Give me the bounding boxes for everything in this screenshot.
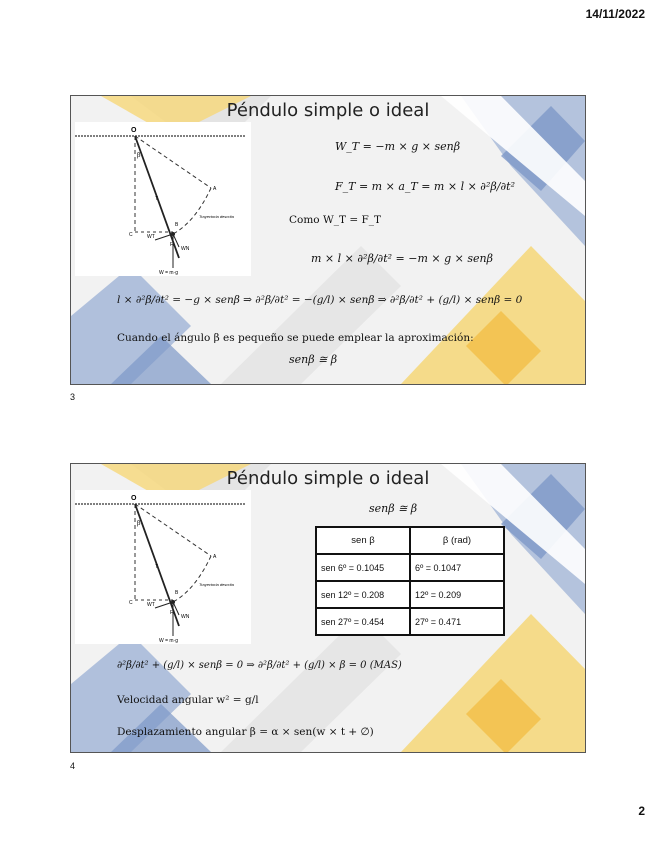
equation-wt: W_T = −m × g × senβ bbox=[335, 140, 461, 153]
table-row bbox=[316, 554, 504, 581]
comparison-table bbox=[315, 526, 505, 636]
table-cell: sen 27º = 0.454 bbox=[316, 608, 410, 635]
slide-4 bbox=[70, 463, 586, 753]
angular-velocity-text: Velocidad angular w² = g/l bbox=[117, 694, 259, 706]
svg-text:Trayectoria descrita: Trayectoria descrita bbox=[199, 582, 234, 587]
equation-chain: l × ∂²β/∂t² = −g × senβ ⇒ ∂²β/∂t² = −(g/l) × senβ ⇒ ∂²β/∂t² + (g/l) × senβ = 0 bbox=[117, 294, 523, 306]
approximation-text: Cuando el ángulo β es pequeño se puede emplear la aproximación: bbox=[117, 332, 474, 344]
table-cell: sen 6º = 0.1045 bbox=[316, 554, 410, 581]
table-cell: sen 12º = 0.208 bbox=[316, 581, 410, 608]
svg-text:β: β bbox=[137, 152, 141, 159]
table-row bbox=[316, 581, 504, 608]
table-cell: 6º = 0.1047 bbox=[410, 554, 504, 581]
slide-number: 3 bbox=[70, 392, 76, 402]
table-cell: 27º = 0.471 bbox=[410, 608, 504, 635]
svg-text:W = m·g: W = m·g bbox=[159, 270, 179, 276]
svg-text:Trayectoria descrita: Trayectoria descrita bbox=[199, 214, 234, 219]
table-header: β (rad) bbox=[410, 527, 504, 554]
page-number: 2 bbox=[638, 804, 645, 818]
svg-text:WN: WN bbox=[181, 246, 190, 252]
equation-mas: ∂²β/∂t² + (g/l) × senβ = 0 ⇒ ∂²β/∂t² + (g/l) × β = 0 (MAS) bbox=[117, 660, 402, 671]
slide-title: Péndulo simple o ideal bbox=[226, 100, 430, 121]
table-header-row bbox=[316, 527, 504, 554]
slide-title: Péndulo simple o ideal bbox=[226, 468, 430, 489]
svg-text:B: B bbox=[175, 222, 179, 228]
svg-text:C: C bbox=[129, 600, 133, 606]
svg-text:W = m·g: W = m·g bbox=[159, 638, 179, 644]
svg-text:F: F bbox=[170, 242, 174, 248]
svg-text:T: T bbox=[155, 196, 159, 202]
svg-text:A: A bbox=[213, 554, 217, 560]
table-cell: 12º = 0.209 bbox=[410, 581, 504, 608]
svg-text:WT: WT bbox=[147, 602, 155, 608]
approximation-eq: senβ ≅ β bbox=[289, 353, 338, 366]
svg-text:WN: WN bbox=[181, 614, 190, 620]
equation-balance: m × l × ∂²β/∂t² = −m × g × senβ bbox=[311, 252, 493, 265]
header-date: 14/11/2022 bbox=[585, 7, 645, 21]
svg-text:WT: WT bbox=[147, 234, 155, 240]
svg-text:C: C bbox=[129, 232, 133, 238]
slide-number: 4 bbox=[70, 761, 76, 771]
table-header: sen β bbox=[316, 527, 410, 554]
origin-label: O bbox=[131, 127, 137, 134]
svg-text:O: O bbox=[131, 495, 137, 502]
como-text: Como W_T = F_T bbox=[289, 214, 382, 226]
table-row bbox=[316, 608, 504, 635]
svg-text:F: F bbox=[170, 610, 174, 616]
approximation-eq: senβ ≅ β bbox=[369, 502, 418, 515]
svg-text:β: β bbox=[137, 520, 141, 527]
svg-text:B: B bbox=[175, 590, 179, 596]
slide-3 bbox=[70, 95, 586, 385]
pendulum-diagram bbox=[75, 122, 251, 276]
svg-text:T: T bbox=[155, 564, 159, 570]
svg-text:A: A bbox=[213, 186, 217, 192]
equation-ft: F_T = m × a_T = m × l × ∂²β/∂t² bbox=[335, 180, 515, 193]
angular-displacement-text: Desplazamiento angular β = α × sen(w × t + ∅) bbox=[117, 726, 374, 738]
pendulum-diagram bbox=[75, 490, 251, 644]
